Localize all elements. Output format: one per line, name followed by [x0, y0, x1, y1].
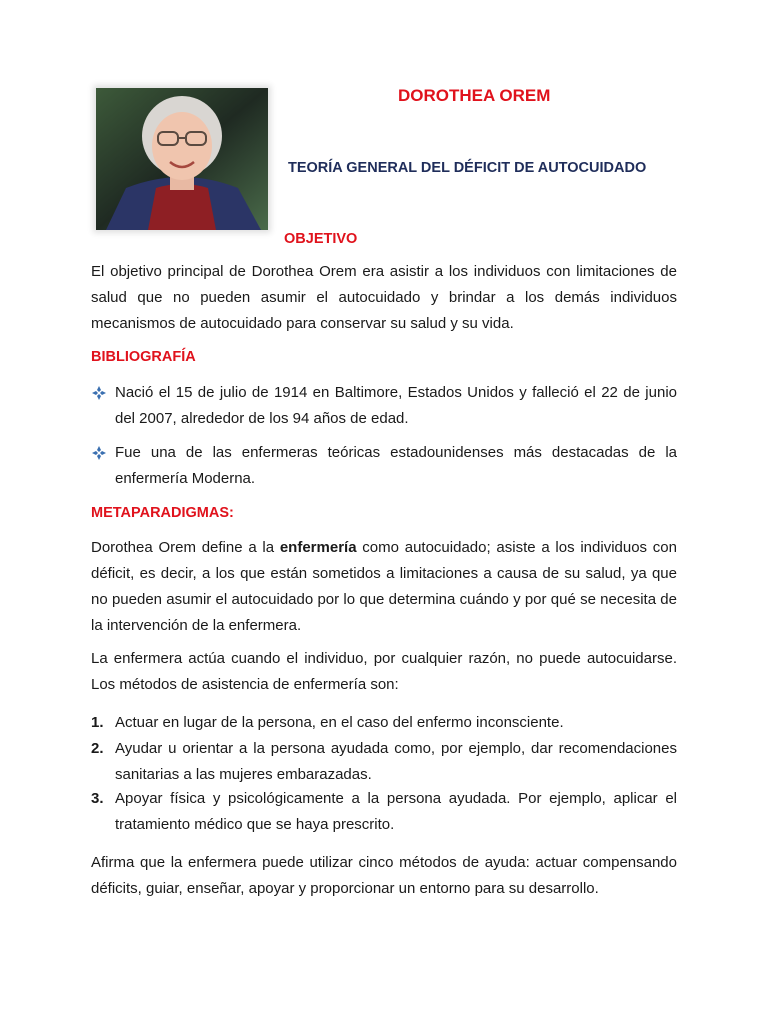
bold-term: enfermería [279, 539, 357, 556]
bibliografia-item-text: Nació el 15 de julio de 1914 en Baltimore, Estados Unidos y falleció el 22 de junio del 2007, alrededor de los 94 años de edad. [115, 384, 677, 427]
bibliografia-item [91, 380, 677, 432]
portrait-photo [96, 88, 268, 230]
bibliografia-item [91, 440, 677, 492]
metaparadigmas-paragraph-2: La enfermera actúa cuando el individuo, por cualquier razón, no puede autocuidarse. Los métodos de asistencia de enfermería son: [91, 650, 677, 693]
diamond-bullet-icon [91, 445, 107, 461]
text-run: como autocuidado; asiste a los individuos con déficit, es decir, a los que están sometidos a limitaciones a causa de su salud, ya que no pueden asumir el autocuidado por lo que determina cuándo y por qué se necesita de la intervención de la enfermera. [91, 539, 677, 634]
diamond-bullet-icon [91, 385, 107, 401]
metaparadigmas-paragraph-3: Afirma que la enfermera puede utilizar cinco métodos de ayuda: actuar compensando déficits, guiar, enseñar, apoyar y proporcionar un entorno para su desarrollo. [91, 854, 677, 897]
theory-subtitle: TEORÍA GENERAL DEL DÉFICIT DE AUTOCUIDADO [288, 160, 647, 176]
method-number: 2. [91, 740, 104, 757]
objetivo-paragraph: El objetivo principal de Dorothea Orem era asistir a los individuos con limitaciones de salud que no pueden asumir el autocuidado y brindar a los demás individuos mecanismos de autocuidado para conservar su salud y su vida. [91, 263, 677, 332]
method-number: 1. [91, 714, 104, 731]
text-run: Dorothea Orem define a la [91, 539, 280, 556]
method-item [91, 710, 677, 736]
metaparadigmas-paragraph-1 [91, 535, 677, 639]
method-number: 3. [91, 790, 104, 807]
page-title: DOROTHEA OREM [398, 86, 551, 105]
method-item [91, 786, 677, 838]
method-item [91, 736, 677, 788]
method-text: Apoyar física y psicológicamente a la persona ayudada. Por ejemplo, aplicar el tratamiento médico que se haya prescrito. [115, 790, 677, 833]
objetivo-heading: OBJETIVO [284, 231, 358, 247]
bibliografia-item-text: Fue una de las enfermeras teóricas estadounidenses más destacadas de la enfermería Moderna. [115, 444, 677, 487]
method-text: Ayudar u orientar a la persona ayudada como, por ejemplo, dar recomendaciones sanitarias a las mujeres embarazadas. [115, 740, 677, 783]
metaparadigmas-heading: METAPARADIGMAS: [91, 505, 234, 521]
method-text: Actuar en lugar de la persona, en el caso del enfermo inconsciente. [115, 714, 564, 731]
bibliografia-heading: BIBLIOGRAFÍA [91, 349, 196, 365]
